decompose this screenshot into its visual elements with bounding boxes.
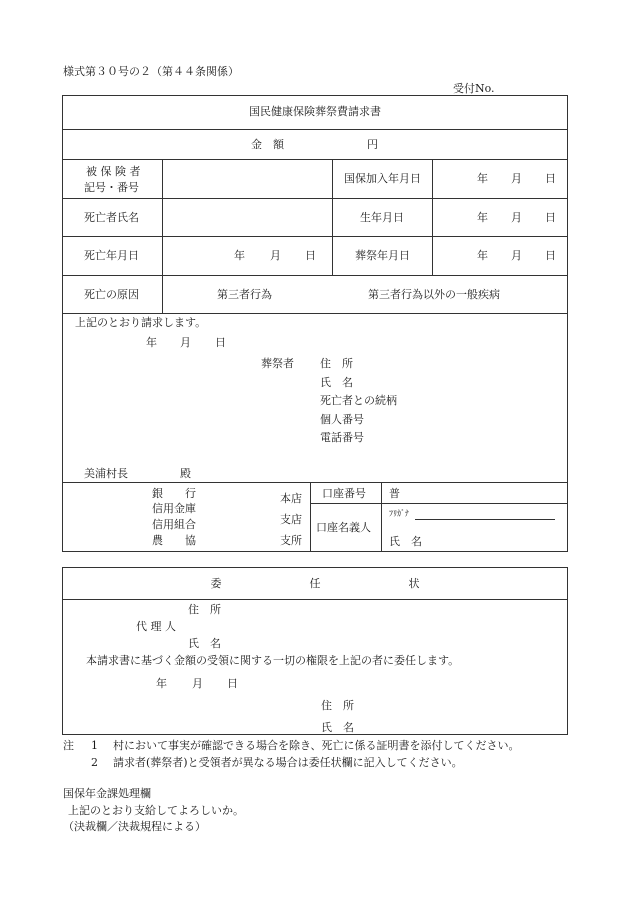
agent-label: 代 理 人 <box>136 620 176 633</box>
deceased-name-label: 死亡者氏名 <box>84 211 139 224</box>
death-month: 月 <box>270 249 281 262</box>
death-day: 日 <box>305 249 316 262</box>
bank-type-ja: 農 協 <box>152 534 196 547</box>
personal-number-label: 個人番号 <box>320 413 364 426</box>
note-1-number: 1 <box>91 739 98 752</box>
delegator-name-label: 氏 名 <box>321 721 354 734</box>
amount-unit: 円 <box>367 138 378 151</box>
applicant-address-label: 住 所 <box>320 357 353 370</box>
delegation-day: 日 <box>227 677 238 690</box>
branch-head-office: 本店 <box>280 492 302 505</box>
honorific: 殿 <box>180 467 191 480</box>
agent-address-label: 住 所 <box>188 603 221 616</box>
amount-label: 金 額 <box>251 138 284 151</box>
enroll-month: 月 <box>511 172 522 185</box>
enroll-year: 年 <box>477 172 488 185</box>
form-title: 国民健康保険葬祭費請求書 <box>249 105 381 118</box>
delegator-address-label: 住 所 <box>321 699 354 712</box>
addressee: 美浦村長 <box>84 467 128 480</box>
birth-date-label: 生年月日 <box>360 211 404 224</box>
request-statement: 上記のとおり請求します。 <box>75 316 207 329</box>
branch-sub-office: 支所 <box>280 534 302 547</box>
applicant-label: 葬祭者 <box>261 357 294 370</box>
death-date-label: 死亡年月日 <box>84 249 139 262</box>
cause-label: 死亡の原因 <box>84 288 139 301</box>
delegation-statement: 本請求書に基づく金額の受領に関する一切の権限を上記の者に委任します。 <box>86 654 460 667</box>
funeral-date-label: 葬祭年月日 <box>355 249 410 262</box>
enroll-day: 日 <box>545 172 556 185</box>
processing-title: 国保年金課処理欄 <box>63 787 151 800</box>
birth-day: 日 <box>545 211 556 224</box>
funeral-day: 日 <box>545 249 556 262</box>
funeral-month: 月 <box>511 249 522 262</box>
delegation-title: 委 任 状 <box>210 577 420 590</box>
request-year: 年 <box>146 336 157 349</box>
insured-label: 被 保 険 者 <box>86 165 141 178</box>
funeral-year: 年 <box>477 249 488 262</box>
insured-number-label: 記号・番号 <box>84 181 139 194</box>
cause-option-third-party[interactable]: 第三者行為 <box>217 288 272 301</box>
note-1-text: 村において事実が確認できる場合を除き、死亡に係る証明書を添付してください。 <box>113 739 520 752</box>
delegation-year: 年 <box>156 677 167 690</box>
cause-option-general-illness[interactable]: 第三者行為以外の一般疾病 <box>368 288 500 301</box>
birth-month: 月 <box>511 211 522 224</box>
holder-name-label: 氏 名 <box>389 535 422 548</box>
agent-name-label: 氏 名 <box>188 637 221 650</box>
delegation-month: 月 <box>192 677 203 690</box>
account-number-label: 口座番号 <box>322 487 366 500</box>
applicant-name-label: 氏 名 <box>320 376 353 389</box>
account-type: 普 <box>389 487 400 500</box>
processing-line-2: （決裁欄／決裁規程による） <box>63 820 206 833</box>
bank-type-credit-union: 信用組合 <box>152 518 196 531</box>
bank-type-bank: 銀 行 <box>152 487 196 500</box>
birth-year: 年 <box>477 211 488 224</box>
reception-number-label: 受付No. <box>453 82 495 95</box>
processing-line-1: 上記のとおり支給してよろしいか。 <box>68 804 244 817</box>
death-year: 年 <box>234 249 245 262</box>
enroll-date-label: 国保加入年月日 <box>344 172 421 185</box>
note-2-text: 請求者(葬祭者)と受領者が異なる場合は委任状欄に記入してください。 <box>113 756 463 769</box>
notes-prefix: 注 <box>63 739 74 752</box>
bank-type-shinkin: 信用金庫 <box>152 502 196 515</box>
furigana-label: ﾌﾘｶﾞﾅ <box>389 509 409 518</box>
phone-label: 電話番号 <box>320 431 364 444</box>
form-number: 様式第３０号の２（第４４条関係） <box>63 65 239 78</box>
branch-branch: 支店 <box>280 513 302 526</box>
delegation-form <box>62 567 568 735</box>
note-2-number: 2 <box>91 756 98 769</box>
relation-label: 死亡者との続柄 <box>320 394 397 407</box>
account-holder-label: 口座名義人 <box>316 521 371 534</box>
request-month: 月 <box>180 336 191 349</box>
request-day: 日 <box>215 336 226 349</box>
